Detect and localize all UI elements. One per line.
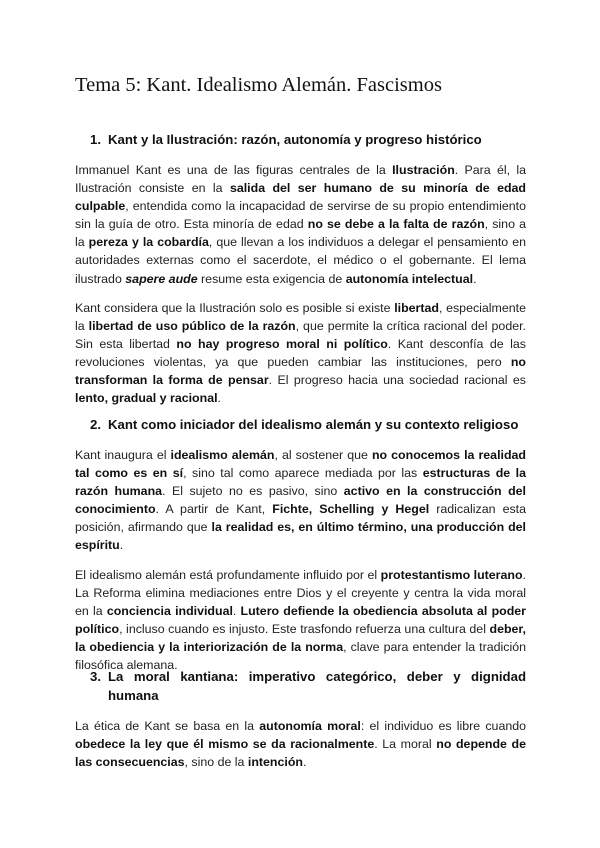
- text-run: : el individuo es libre cuando: [360, 719, 527, 733]
- emphasis-text: no hay progreso moral ni político: [176, 336, 388, 351]
- emphasis-text: no transforman la forma de pensar: [75, 354, 526, 388]
- text-run: . A partir de Kant,: [155, 502, 273, 517]
- text-run: . El sujeto no es pasivo, sino: [162, 484, 344, 499]
- text-run: El idealismo alemán está profundamente influido por el: [75, 567, 381, 582]
- emphasis-text: salida del ser humano de su minoría de edad culpable: [75, 181, 526, 214]
- text-run: . Kant desconfía de las revoluciones violentas, ya que pueden cambiar las instituciones, pero: [75, 336, 526, 369]
- text-run: , que permite la crítica racional del poder. Sin esta libertad: [75, 318, 526, 351]
- section-heading: [75, 130, 526, 149]
- emphasis-text: no se debe a la falta de razón: [307, 217, 485, 232]
- text-run: Kant considera que la Ilustración solo es posible si existe: [75, 300, 395, 315]
- paragraph: [75, 299, 526, 408]
- emphasis-text: protestantismo luterano: [380, 567, 523, 582]
- emphasis-text: lento, gradual y racional: [75, 391, 218, 406]
- text-run: .: [473, 271, 477, 286]
- section-1: [75, 130, 526, 418]
- text-run: , sino de la: [184, 755, 248, 770]
- text-run: .: [119, 538, 124, 553]
- emphasis-text: libertad de uso público de la razón: [88, 318, 296, 333]
- emphasis-text: autonomía moral: [259, 719, 361, 733]
- text-run: La ética de Kant se basa en la: [75, 719, 260, 733]
- emphasis-text: autonomía intelectual: [345, 271, 474, 286]
- text-run: radicalizan esta posición, afirmando que: [75, 502, 526, 535]
- text-run: , clave para entender la tradición filosófica alemana.: [75, 639, 526, 673]
- section-heading-text: Kant y la Ilustración: razón, autonomía y progreso histórico: [108, 132, 482, 147]
- text-run: , al sostener que: [274, 448, 372, 462]
- section-heading-text: La moral kantiana: imperativo categórico, deber y dignidad humana: [108, 669, 526, 703]
- text-run: Kant inaugura el: [75, 448, 171, 462]
- text-run: . La moral: [374, 737, 437, 752]
- emphasis-text: intención: [247, 755, 303, 770]
- emphasis-text: no depende de las consecuencias: [75, 737, 527, 770]
- section-2: [75, 415, 526, 685]
- emphasis-text: Ilustración: [392, 163, 455, 177]
- text-run: . El progreso hacia una sociedad racional es: [268, 373, 526, 388]
- text-run: .: [302, 755, 307, 770]
- text-run: . La Reforma elimina mediaciones entre Dios y el creyente y centra la vida moral en la: [75, 567, 526, 618]
- text-run: , entendida como la incapacidad de servirse de su propio entendimiento sin la guía de otro. Esta minoría de edad: [75, 199, 526, 232]
- emphasis-text: Fichte, Schelling y Hegel: [272, 502, 430, 517]
- section-heading: [75, 667, 526, 705]
- section-number: 1.: [90, 132, 101, 147]
- paragraph: [75, 161, 526, 288]
- paragraph: [75, 717, 526, 771]
- section-number: 3.: [90, 669, 101, 684]
- emphasis-text: activo en la construcción del conocimiento: [75, 484, 527, 517]
- emphasis-text: no conocemos la realidad tal como es en sí: [75, 448, 526, 481]
- emphasis-text: Lutero defiende la obediencia absoluta al poder político: [75, 603, 526, 636]
- section-3: [75, 667, 526, 782]
- emphasis-text: idealismo alemán: [170, 448, 275, 462]
- text-run: . Para él, la Ilustración consiste en la: [75, 163, 526, 196]
- text-run: , especialmente la: [75, 300, 526, 333]
- paragraph: [75, 446, 526, 555]
- text-run: , sino tal como aparece mediada por las: [183, 466, 423, 481]
- emphasis-text: libertad: [394, 300, 439, 315]
- emphasis-text: estructuras de la razón humana: [75, 466, 527, 499]
- section-number: 2.: [90, 417, 101, 432]
- emphasis-text: pereza y la cobardía: [88, 235, 209, 250]
- text-run: , sino a la: [75, 217, 526, 250]
- emphasis-text: sapere aude: [125, 271, 198, 286]
- section-heading-text: Kant como iniciador del idealismo alemán y su contexto religioso: [108, 417, 519, 432]
- document-title: Tema 5: Kant. Idealismo Alemán. Fascismos: [75, 74, 442, 96]
- text-run: , incluso cuando es injusto. Este trasfondo refuerza una cultura del: [119, 621, 490, 636]
- emphasis-text: conciencia individual: [106, 603, 233, 618]
- text-run: resume esta exigencia de: [197, 271, 346, 286]
- emphasis-text: obedece la ley que él mismo se da racionalmente: [75, 737, 375, 752]
- text-run: .: [217, 391, 221, 406]
- emphasis-text: deber, la obediencia y la interiorización de la norma: [75, 621, 526, 654]
- paragraph: [75, 566, 526, 675]
- text-run: Immanuel Kant es una de las figuras centrales de la: [75, 163, 393, 177]
- text-run: , que llevan a los individuos a delegar el pensamiento en autoridades externas como el sacerdote, el médico o el gobernante. El lema ilustrado: [75, 235, 526, 286]
- text-run: .: [232, 603, 241, 618]
- section-heading: [75, 415, 526, 434]
- emphasis-text: la realidad es, en último término, una producción del espíritu: [75, 520, 526, 553]
